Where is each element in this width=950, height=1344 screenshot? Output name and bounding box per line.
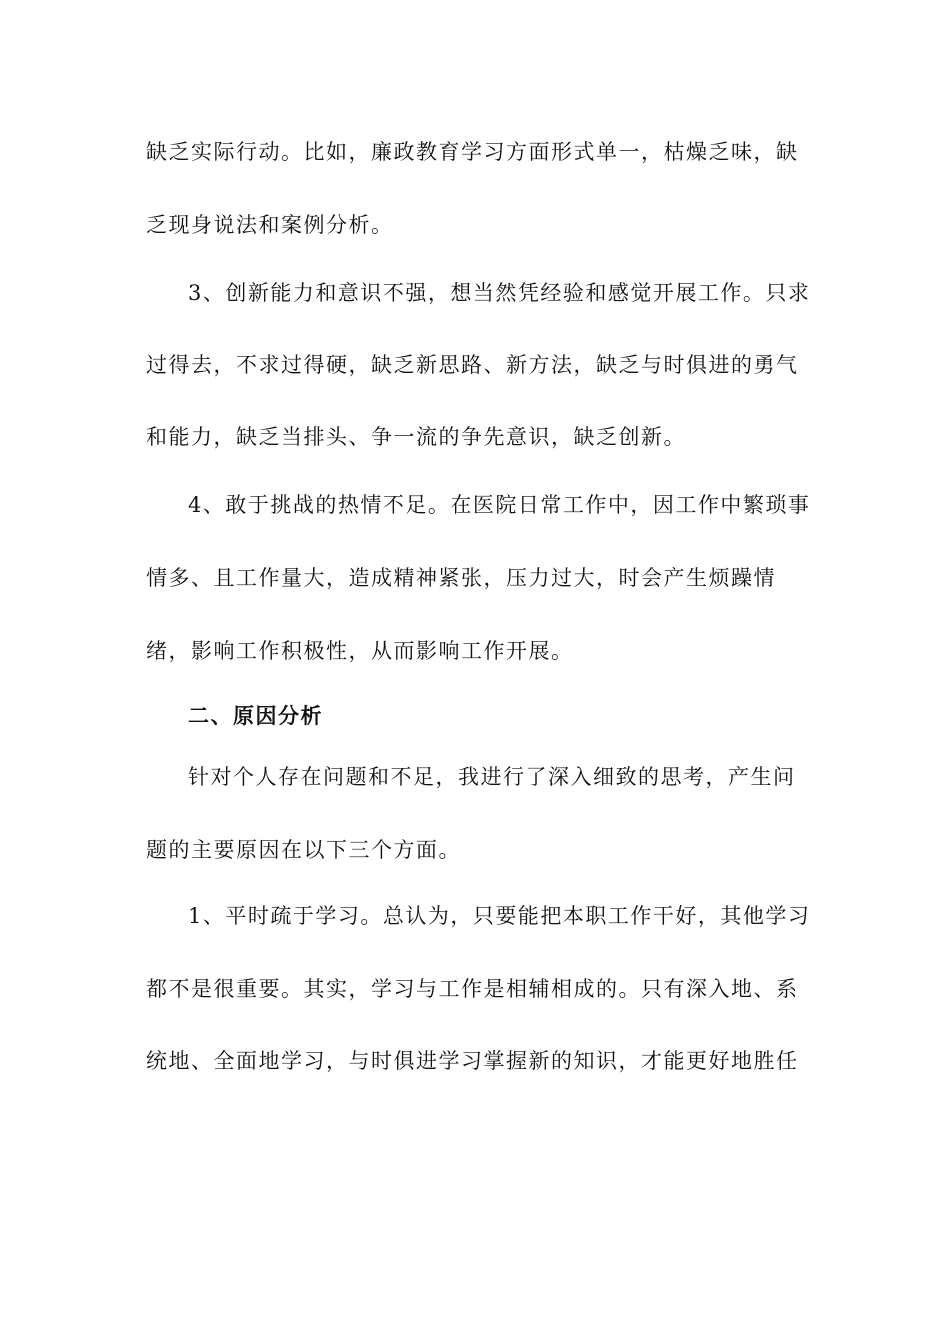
section-heading: 二、原因分析 — [188, 704, 323, 728]
paragraph-line: 绪，影响工作积极性，从而影响工作开展。 — [146, 639, 574, 663]
paragraph-line: 缺乏实际行动。比如，廉政教育学习方面形式单一，枯燥乏味，缺 — [146, 140, 799, 164]
paragraph-line: 乏现身说法和案例分析。 — [146, 213, 394, 237]
paragraph-line: 3、创新能力和意识不强，想当然凭经验和感觉开展工作。只求 — [188, 281, 811, 305]
paragraph-line: 4、敢于挑战的热情不足。在医院日常工作中，因工作中繁琐事 — [188, 493, 811, 517]
paragraph-line: 和能力，缺乏当排头、争一流的争先意识，缺乏创新。 — [146, 425, 686, 449]
paragraph-line: 过得去，不求过得硬，缺乏新思路、新方法，缺乏与时俱进的勇气 — [146, 353, 799, 377]
paragraph-line: 1、平时疏于学习。总认为，只要能把本职工作干好，其他学习 — [188, 904, 811, 928]
paragraph-line: 针对个人存在问题和不足，我进行了深入细致的思考，产生问 — [188, 765, 796, 789]
paragraph-line: 情多、且工作量大，造成精神紧张，压力过大，时会产生烦躁情 — [146, 566, 776, 590]
paragraph-line: 题的主要原因在以下三个方面。 — [146, 838, 461, 862]
paragraph-line: 都不是很重要。其实，学习与工作是相辅相成的。只有深入地、系 — [146, 977, 799, 1001]
paragraph-line: 统地、全面地学习，与时俱进学习掌握新的知识，才能更好地胜任 — [146, 1049, 799, 1073]
